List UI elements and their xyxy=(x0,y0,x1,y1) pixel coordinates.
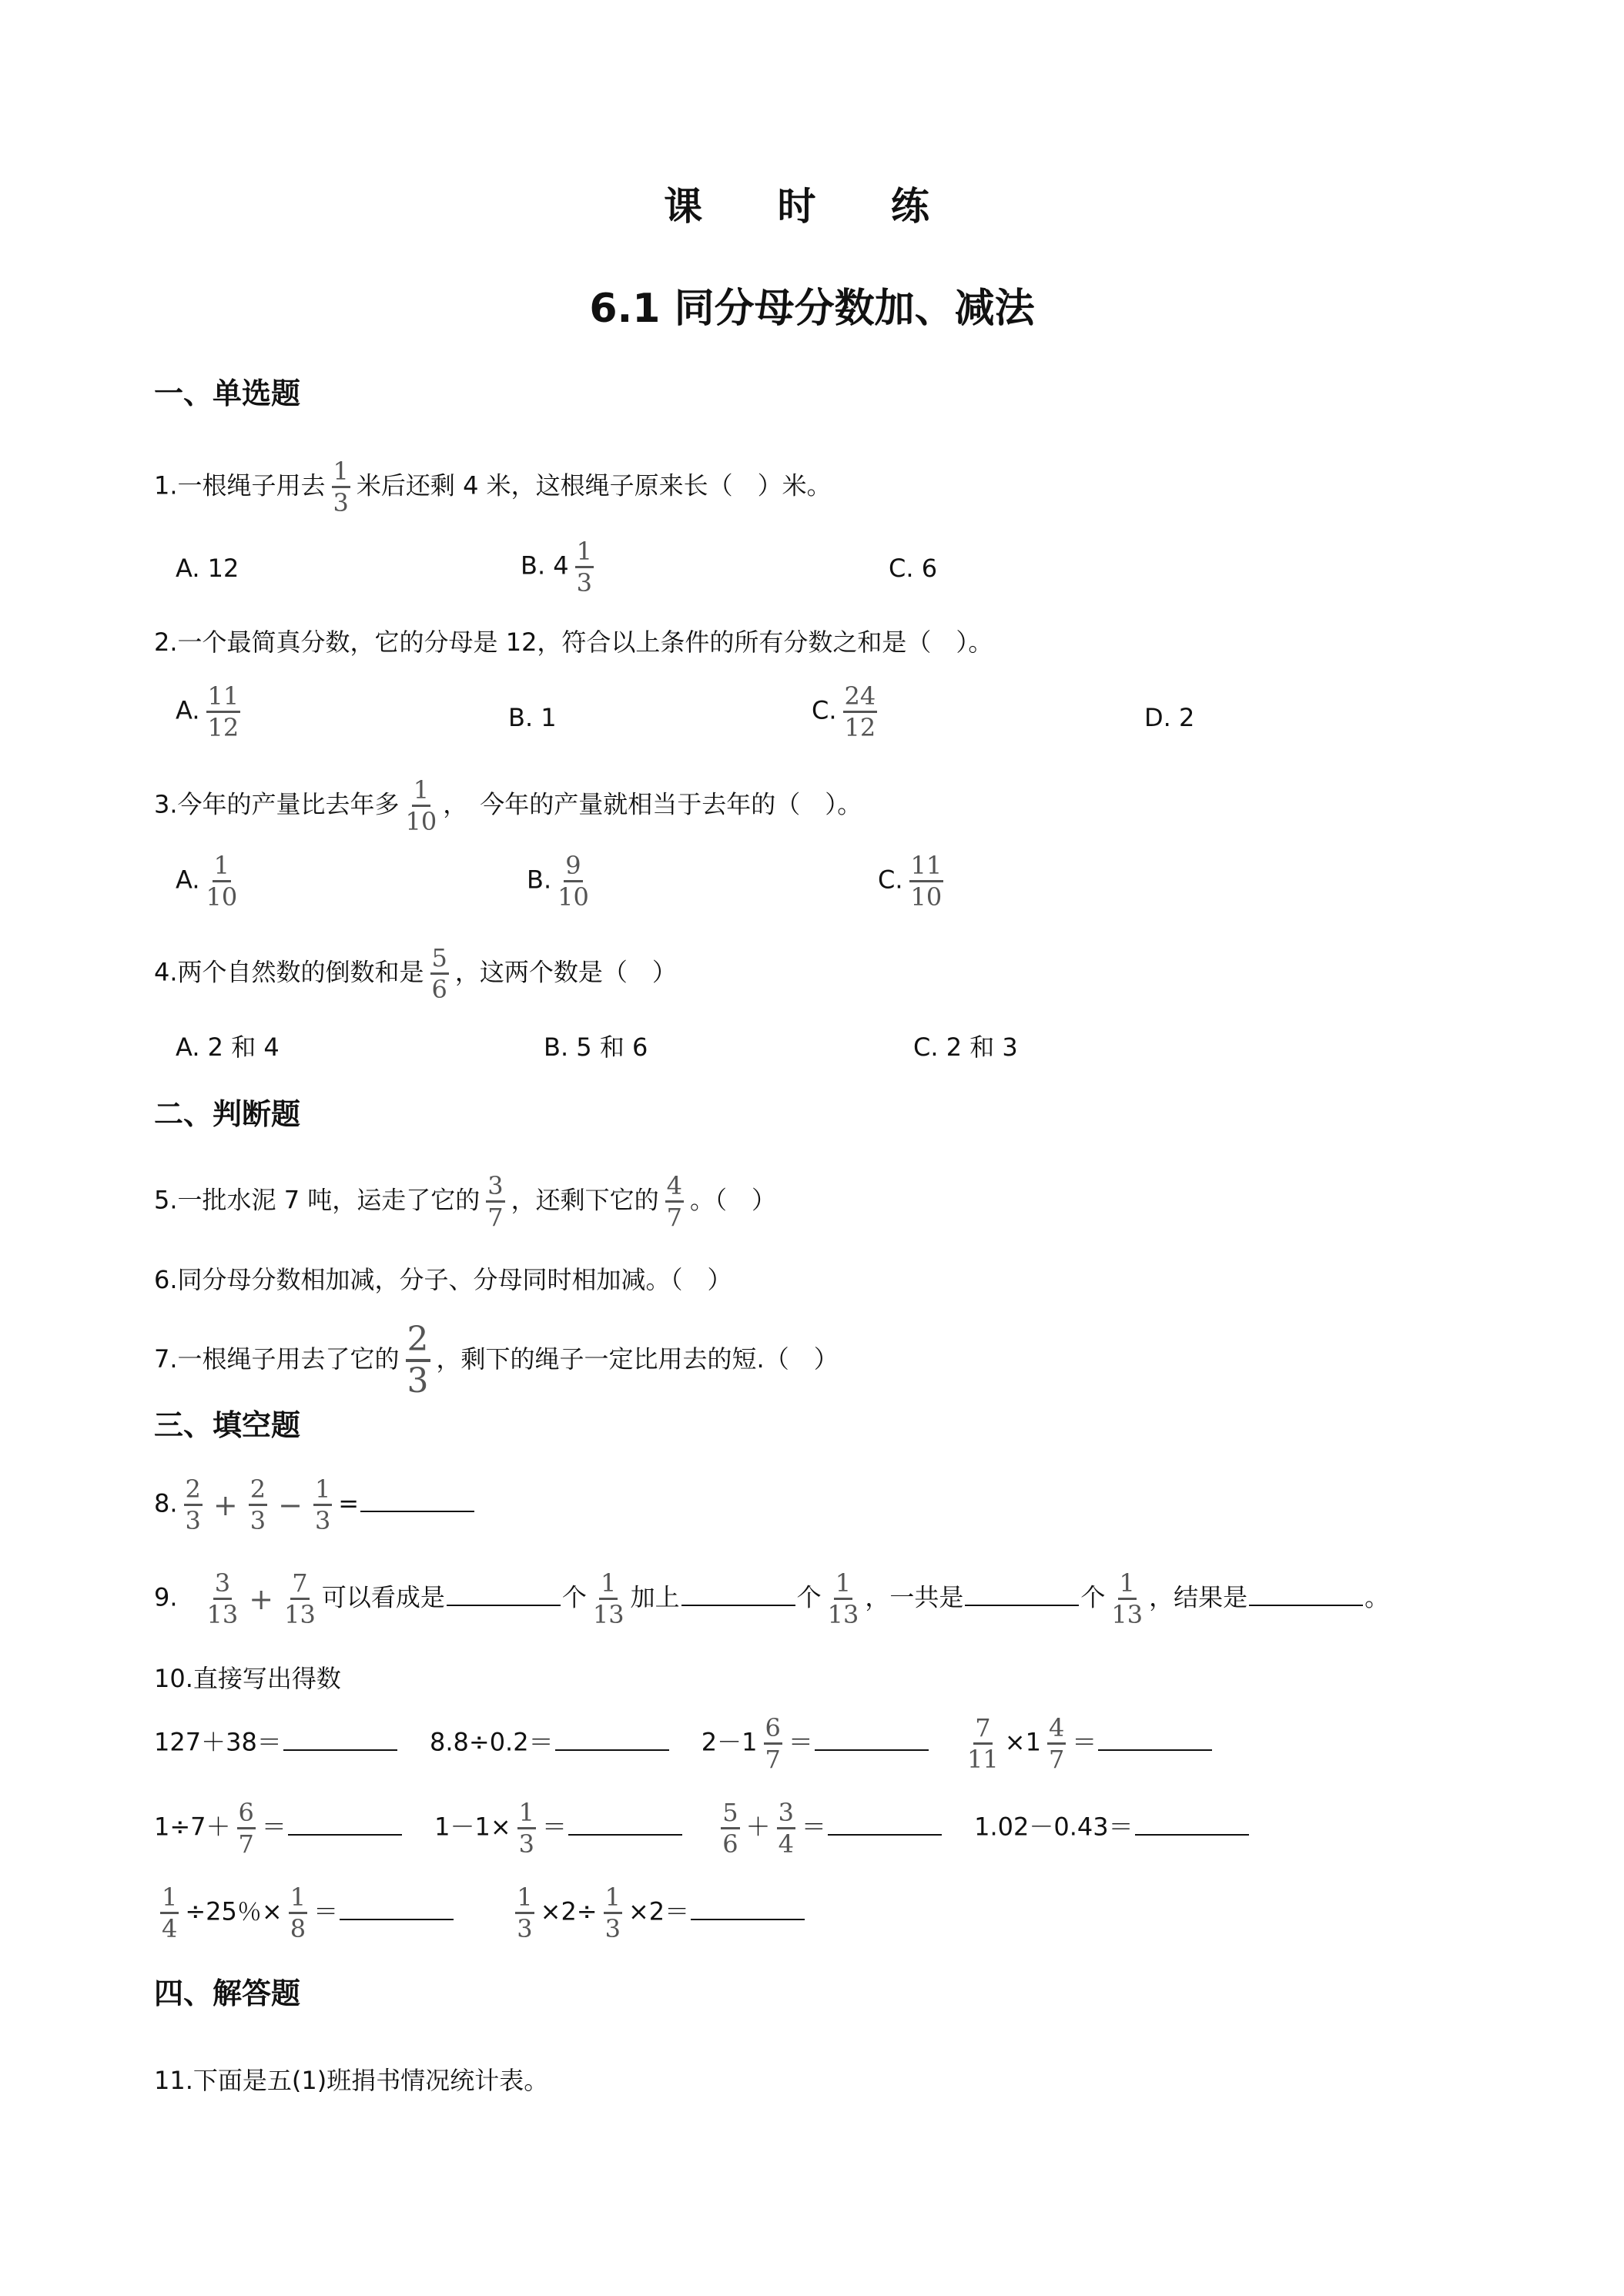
q1-text-pre: 1.一根绳子用去 xyxy=(154,470,326,500)
q4-option-a[interactable]: A. 2 和 4 xyxy=(176,1033,280,1062)
q10-r3-blank-2[interactable] xyxy=(691,1918,805,1920)
q8-fraction-2: $\frac{2}{3}$ xyxy=(249,1474,266,1535)
q8-fraction-1: $\frac{2}{3}$ xyxy=(185,1474,201,1535)
question-1 xyxy=(154,459,832,515)
q1-text-post: 米后还剩 4 米，这根绳子原来长（ ）米。 xyxy=(356,470,832,500)
q10-row-3: $\frac{1}{4}$ ÷25％× $\frac{1}{8}$ ＝ $\frac{1}{3}$ ×2÷ $\frac{1}{3}$ ×2＝ xyxy=(154,1885,806,1941)
q10-r3-fraction-2: $\frac{1}{8}$ xyxy=(290,1883,306,1943)
q8-fraction-3: $\frac{1}{3}$ xyxy=(314,1474,331,1535)
q10-r2-blank-1[interactable] xyxy=(288,1833,402,1836)
q10-r3-fraction-1: $\frac{1}{4}$ xyxy=(162,1883,178,1943)
q5-fraction-2: $\frac{4}{7}$ xyxy=(666,1171,682,1232)
q2-option-c-fraction: $\frac{24}{12}$ xyxy=(844,681,876,742)
q7-fraction: $\frac{2}{3}$ xyxy=(407,1320,429,1401)
q1-fraction: $\frac{1}{3}$ xyxy=(333,457,349,517)
question-8: 8. $\frac{2}{3}$ + $\frac{2}{3}$ − $\frac{1}{3}$ = xyxy=(154,1477,476,1533)
q3-option-c-fraction: $\frac{11}{10}$ xyxy=(910,851,943,912)
q10-r1-blank-3[interactable] xyxy=(815,1749,929,1751)
q1-option-b[interactable]: B. 4 $\frac{1}{3}$ xyxy=(521,537,593,597)
q9-fraction-1: $\frac{3}{13}$ xyxy=(206,1568,239,1629)
q3-fraction: $\frac{1}{10}$ xyxy=(405,775,437,836)
section-heading-word-problems: 四、解答题 xyxy=(154,1976,301,2010)
q9-fraction-4: $\frac{1}{13}$ xyxy=(827,1568,859,1629)
lesson-title: 6.1 同分母分数加、减法 xyxy=(589,286,1035,332)
q10-r2-fraction-4: $\frac{3}{4}$ xyxy=(778,1798,794,1859)
q9-blank-3[interactable] xyxy=(965,1604,1079,1606)
q2-option-a-fraction: $\frac{11}{12}$ xyxy=(207,681,239,742)
q3-option-a-fraction: $\frac{1}{10}$ xyxy=(206,851,238,912)
q5-fraction-1: $\frac{3}{7}$ xyxy=(487,1171,504,1232)
q4-option-c[interactable]: C. 2 和 3 xyxy=(913,1033,1018,1062)
q10-r1-blank-1[interactable] xyxy=(283,1749,397,1751)
q3-option-b[interactable]: B. $\frac{9}{10}$ xyxy=(527,851,589,912)
q4-option-b[interactable]: B. 5 和 6 xyxy=(544,1033,648,1062)
q1-option-a[interactable]: A. 12 xyxy=(176,554,239,583)
question-5: 5.一批水泥 7 吨，运走了它的 $\frac{3}{7}$ ，还剩下它的 $\frac{4}{7}$ 。（ ） xyxy=(154,1171,776,1232)
q10-r1-fraction-1: $\frac{6}{7}$ xyxy=(765,1713,781,1774)
question-9: 9. $\frac{3}{13}$ + $\frac{7}{13}$ 可以看成是 个 $\frac{1}{13}$ 加上 个 $\frac{1}{13}$ ，一共是 个 $\frac{1}{13}$ ，结果是 。 xyxy=(154,1568,1390,1629)
section-heading-fill-blank: 三、填空题 xyxy=(154,1408,301,1442)
question-6: 6.同分母分数相加减，分子、分母同时相加减。（ ） xyxy=(154,1265,732,1294)
question-2: 2.一个最简真分数，它的分母是 12，符合以上条件的所有分数之和是（ ）。 xyxy=(154,628,993,657)
q9-fraction-2: $\frac{7}{13}$ xyxy=(284,1568,316,1629)
q9-fraction-3: $\frac{1}{13}$ xyxy=(592,1568,624,1629)
q2-option-d[interactable]: D. 2 xyxy=(1144,703,1195,732)
q9-blank-2[interactable] xyxy=(681,1604,795,1606)
q1-option-b-fraction: $\frac{1}{3}$ xyxy=(576,537,593,597)
q10-r2-fraction-2: $\frac{1}{3}$ xyxy=(518,1798,534,1859)
question-3: 3.今年的产量比去年多 $\frac{1}{10}$ ， 今年的产量就相当于去年的（ ）。 xyxy=(154,775,862,836)
q3-option-b-fraction: $\frac{9}{10}$ xyxy=(558,851,589,912)
q4-fraction: $\frac{5}{6}$ xyxy=(431,943,447,1004)
q10-r2-fraction-1: $\frac{6}{7}$ xyxy=(238,1798,254,1859)
question-11: 11.下面是五(1)班捐书情况统计表。 xyxy=(154,2066,549,2095)
q9-fraction-5: $\frac{1}{13}$ xyxy=(1111,1568,1143,1629)
q2-option-a[interactable]: A. $\frac{11}{12}$ xyxy=(176,681,239,742)
q10-r2-blank-3[interactable] xyxy=(828,1833,942,1836)
section-heading-single-choice: 一、单选题 xyxy=(154,377,301,410)
q10-r2-blank-2[interactable] xyxy=(568,1833,682,1836)
q10-row-2: 1÷7＋ $\frac{6}{7}$ ＝ 1－1× $\frac{1}{3}$ ＝ $\frac{5}{6}$ ＋ $\frac{3}{4}$ ＝ 1.02－0.43＝ xyxy=(154,1800,1251,1856)
question-7: 7.一根绳子用去了它的 $\frac{2}{3}$ ，剩下的绳子一定比用去的短.（ ） xyxy=(154,1320,839,1401)
q10-r1-fraction-2: $\frac{7}{11}$ xyxy=(967,1713,999,1774)
q10-r1-blank-4[interactable] xyxy=(1098,1749,1212,1751)
section-heading-true-false: 二、判断题 xyxy=(154,1097,301,1131)
page-title: 课 时 练 xyxy=(664,184,960,229)
q1-option-c[interactable]: C. 6 xyxy=(889,554,938,583)
q10-r1-blank-2[interactable] xyxy=(555,1749,669,1751)
q10-r1-fraction-3: $\frac{4}{7}$ xyxy=(1048,1713,1065,1774)
question-4: 4.两个自然数的倒数和是 $\frac{5}{6}$ ，这两个数是（ ） xyxy=(154,943,677,1004)
q3-option-c[interactable]: C. $\frac{11}{10}$ xyxy=(878,851,943,912)
q9-blank-1[interactable] xyxy=(447,1604,561,1606)
q9-blank-4[interactable] xyxy=(1249,1604,1363,1606)
q2-option-b[interactable]: B. 1 xyxy=(508,703,557,732)
q2-option-c[interactable]: C. $\frac{24}{12}$ xyxy=(812,681,876,742)
q10-r2-fraction-3: $\frac{5}{6}$ xyxy=(722,1798,738,1859)
q10-r2-blank-4[interactable] xyxy=(1135,1833,1249,1836)
q10-r3-blank-1[interactable] xyxy=(340,1918,454,1920)
q10-r3-fraction-4: $\frac{1}{3}$ xyxy=(604,1883,621,1943)
q8-answer-blank[interactable] xyxy=(360,1510,474,1512)
question-10: 10.直接写出得数 xyxy=(154,1664,341,1693)
q10-row-1: 127＋38＝ 8.8÷0.2＝ 2－1 $\frac{6}{7}$ ＝ $\frac{7}{11}$ ×1 $\frac{4}{7}$ ＝ xyxy=(154,1715,1214,1772)
q3-option-a[interactable]: A. $\frac{1}{10}$ xyxy=(176,851,238,912)
q10-r3-fraction-3: $\frac{1}{3}$ xyxy=(517,1883,533,1943)
